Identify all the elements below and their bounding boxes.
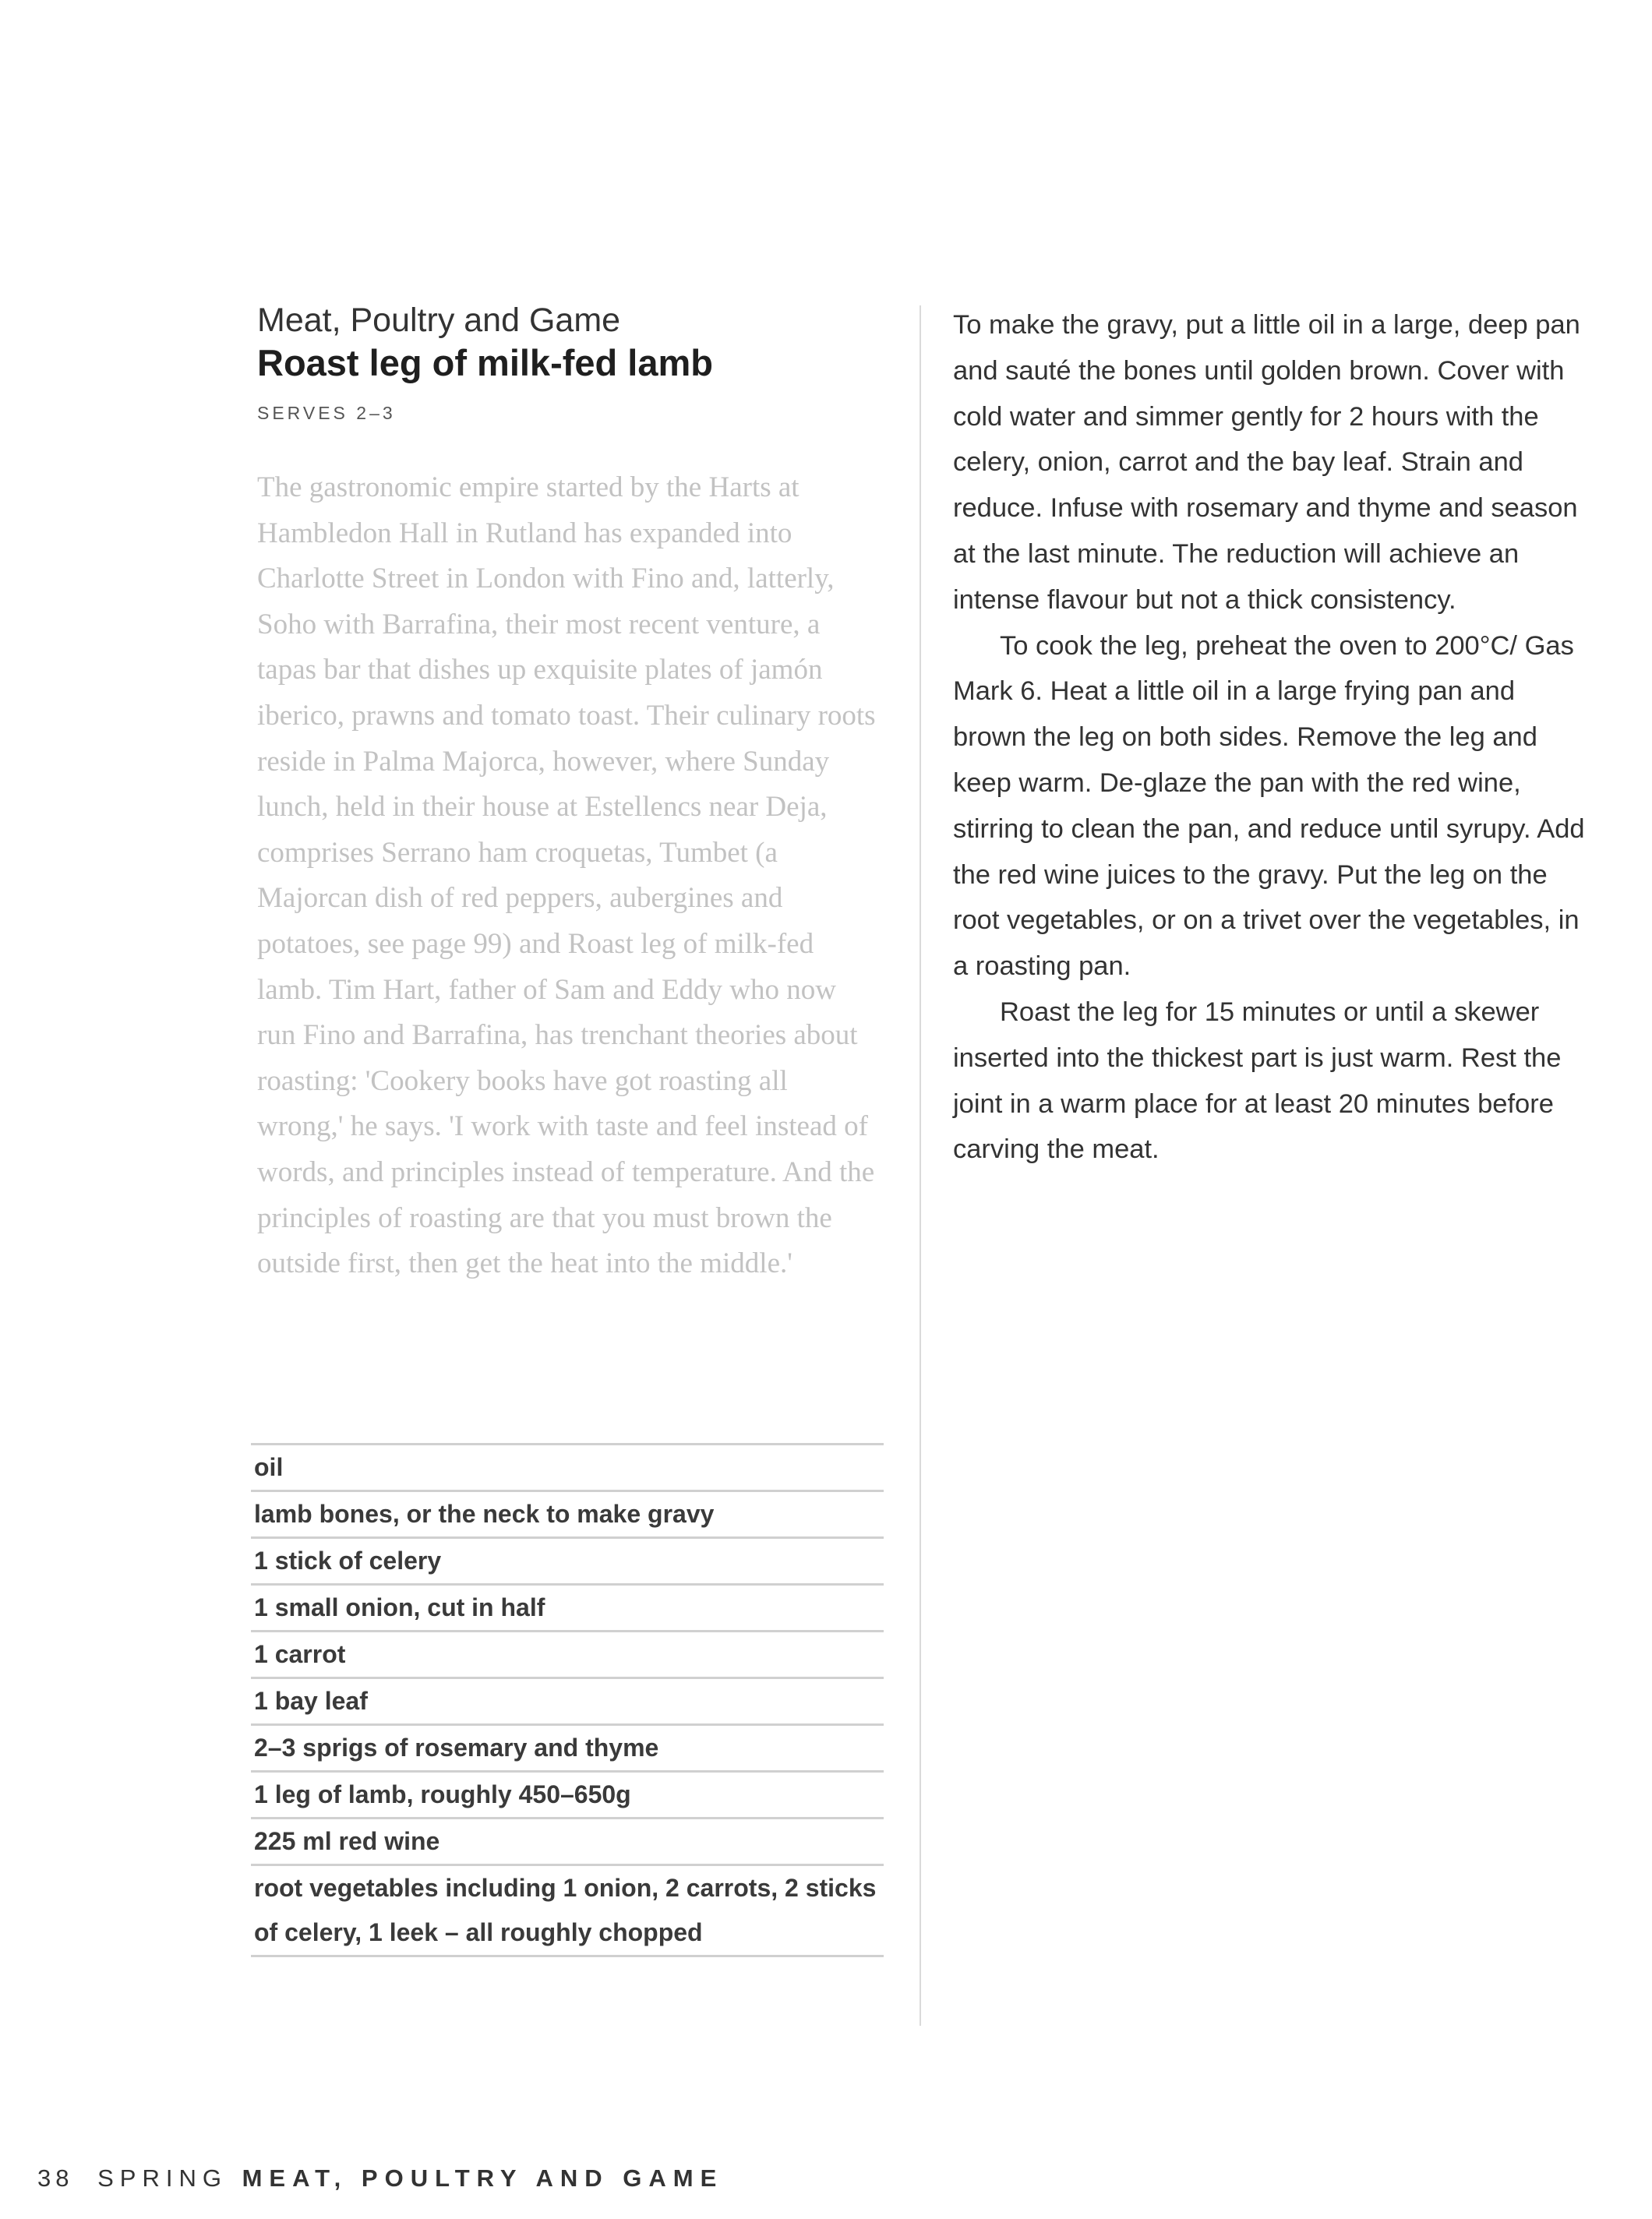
footer-section: MEAT, POULTRY AND GAME xyxy=(242,2164,724,2192)
method-paragraph: Roast the leg for 15 minutes or until a skewer inserted into the thickest part is just warm. Rest the joint in a warm place for at least 20 minutes before carving the meat. xyxy=(953,997,1562,1165)
method-column xyxy=(953,302,1592,1173)
footer-season: SPRING xyxy=(97,2164,228,2192)
page-footer xyxy=(37,2164,723,2193)
ingredient-item: lamb bones, or the neck to make gravy xyxy=(251,1492,884,1539)
ingredient-item: root vegetables including 1 onion, 2 carrots, 2 sticks of celery, 1 leek – all roughly chopped xyxy=(251,1866,884,1957)
serves-label: SERVES 2–3 xyxy=(257,403,396,423)
section-label: Meat, Poultry and Game xyxy=(257,302,621,339)
method-paragraph: To make the gravy, put a little oil in a large, deep pan and sauté the bones until golden brown. Cover with cold water and simmer gently for 2 hours with the celery, onion, carrot and the bay leaf. Strain and reduce. Infuse with rosemary and thyme and season at the last minute. The reduction will achieve an intense flavour but not a thick consistency. xyxy=(953,310,1580,615)
ingredient-item: 1 stick of celery xyxy=(251,1539,884,1586)
ingredient-item: 1 carrot xyxy=(251,1632,884,1679)
intro-paragraph: The gastronomic empire started by the Harts at Hambledon Hall in Rutland has expanded into Charlotte Street in London with Fino and, latterly, Soho with Barrafina, their most recent venture, a tapas bar that dishes up exquisite plates of jamón iberico, prawns and tomato toast. Their culinary roots reside in Palma Majorca, however, where Sunday lunch, held in their house at Estellencs near Deja, comprises Serrano ham croquetas, Tumbet (a Majorcan dish of red peppers, aubergines and potatoes, see page 99) and Roast leg of milk-fed lamb. Tim Hart, father of Sam and Eddy who now run Fino and Barrafina, has trenchant theories about roasting: 'Cookery books have got roasting all wrong,' he says. 'I work with taste and feel instead of words, and principles instead of temperature. And the principles of roasting are that you must brown the outside first, then get the heat into the middle.' xyxy=(257,471,876,1280)
ingredient-item: oil xyxy=(251,1445,884,1492)
ingredient-item: 1 small onion, cut in half xyxy=(251,1586,884,1632)
left-column xyxy=(257,300,890,1287)
ingredient-item: 1 leg of lamb, roughly 450–650g xyxy=(251,1773,884,1819)
ingredient-item: 225 ml red wine xyxy=(251,1819,884,1866)
ingredient-item: 1 bay leaf xyxy=(251,1679,884,1726)
ingredient-item: 2–3 sprigs of rosemary and thyme xyxy=(251,1726,884,1773)
column-divider xyxy=(920,305,921,2026)
page-number: 38 xyxy=(37,2164,74,2192)
ingredients-list xyxy=(251,1443,884,1957)
method-paragraph: To cook the leg, preheat the oven to 200°C/ Gas Mark 6. Heat a little oil in a large frying pan and brown the leg on both sides. Remove the leg and keep warm. De-glaze the pan with the red wine, stirring to clean the pan, and reduce until syrupy. Add the red wine juices to the gravy. Put the leg on the root vegetables, or on a trivet over the vegetables, in a roasting pan. xyxy=(953,630,1585,982)
recipe-title: Roast leg of milk-fed lamb xyxy=(257,342,713,383)
